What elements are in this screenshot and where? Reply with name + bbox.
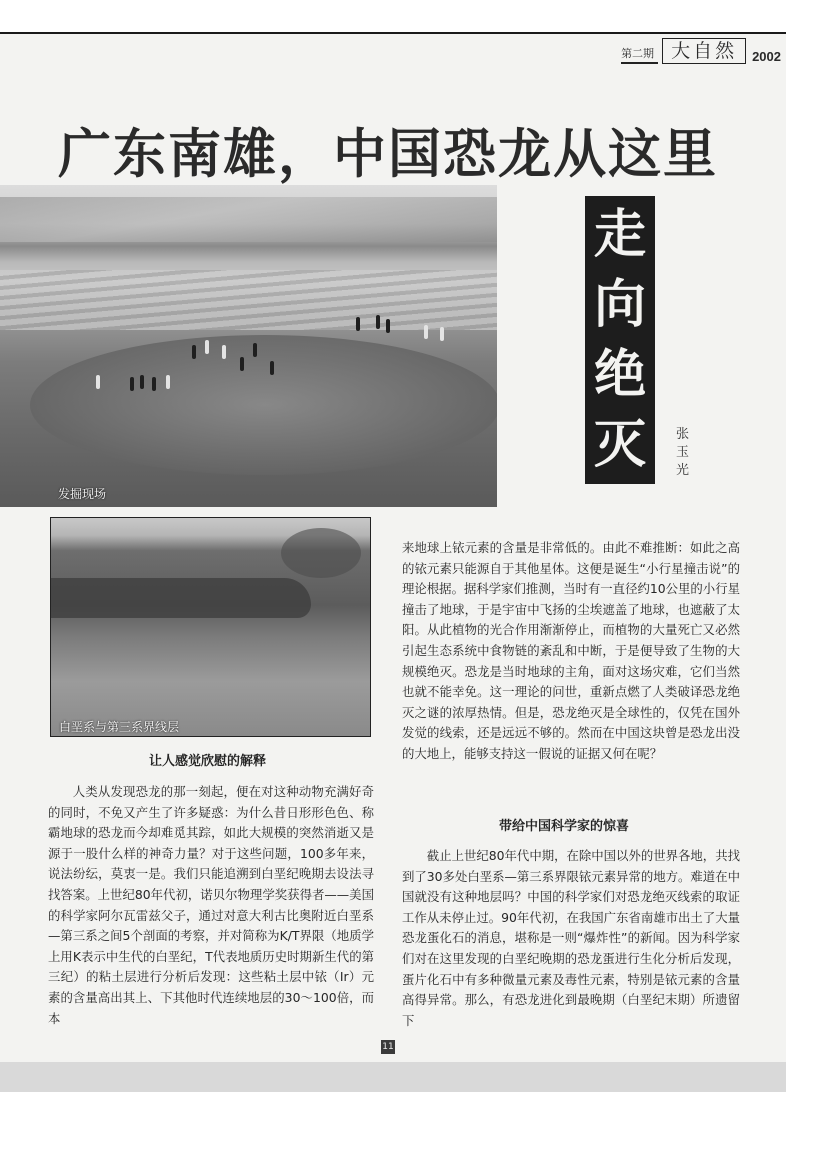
author-char: 张	[676, 427, 690, 442]
photo-person	[270, 361, 274, 375]
photo-person	[356, 317, 360, 331]
photo-person	[240, 357, 244, 371]
page-number: 11	[382, 1042, 394, 1052]
vertical-title-char: 灭	[593, 415, 646, 475]
photo-person	[192, 345, 196, 359]
right-column-text	[402, 538, 740, 765]
vertical-title-char: 走	[593, 205, 646, 265]
running-header	[621, 38, 781, 64]
photo-fields	[0, 270, 497, 330]
photo-caption: 发掘现场	[58, 487, 107, 501]
photo-person	[253, 343, 257, 357]
top-rule	[0, 32, 786, 34]
boundary-layer-photo	[50, 517, 371, 737]
photo-caption: 白垩系与第三系界线层	[59, 720, 180, 734]
photo-person	[386, 319, 390, 333]
photo-person	[166, 375, 170, 389]
photo-hills	[0, 197, 497, 242]
right-column-text	[402, 846, 740, 1031]
author-char: 玉	[676, 445, 690, 460]
bottom-margin-bar	[0, 1062, 786, 1092]
photo-person	[140, 375, 144, 389]
body-paragraph: 截止上世纪80年代中期，在除中国以外的世界各地，共找到了30多处白垩系—第三系界限铱元素异常的地方。难道在中国就没有这种地层吗？中国的科学家们对恐龙绝灭线索的取证工作从未停止过。90年代初，在我国广东省南雄市出土了大量恐龙蛋化石的消息，堪称是一则“爆炸性”的新闻。因为科学家们对在这里发现的白垩纪晚期的恐龙蛋进行生化分析后发现，蛋片化石中有多种微量元素及毒性元素，特别是铱元素的含量高得异常。那么，有恐龙进化到最晚期（白垩纪末期）所遗留下	[402, 848, 740, 1028]
photo-person	[96, 375, 100, 389]
body-paragraph: 人类从发现恐龙的那一刻起，便在对这种动物充满好奇的同时，不免又产生了许多疑惑：为什么昔日形形色色、称霸地球的恐龙而今却难觅其踪，如此大规模的突然消逝又是源于一股什么样的神奇力量？对于这些问题，100多年来，说法纷纭，莫衷一是。我们只能追溯到白垩纪晚期去设法寻找答案。上世纪80年代初，诺贝尔物理学奖获得者——美国的科学家阿尔瓦雷兹父子，通过对意大利古比奥附近白垩系—第三系之间5个剖面的考察，并对简称为K/T界限（地质学上用K表示中生代的白垩纪，T代表地质历史时期新生代的第三纪）的粘土层进行分析后发现：这些粘土层中铱（Ir）元素的含量高出其上、下其他时代连续地层的30～100倍，而本	[48, 784, 374, 1026]
vertical-title-block	[585, 196, 655, 484]
vertical-title-char: 绝	[593, 345, 646, 405]
photo-person	[205, 340, 209, 354]
excavation-site-photo	[0, 185, 497, 507]
section-heading: 让人感觉欣慰的解释	[149, 754, 267, 769]
photo-person	[440, 327, 444, 341]
issue-label: 第二期	[621, 45, 658, 64]
photo-person	[130, 377, 134, 391]
year-label: 2002	[752, 49, 781, 64]
photo-bush	[281, 528, 361, 578]
author-char: 光	[676, 463, 690, 478]
photo-person	[222, 345, 226, 359]
body-paragraph: 来地球上铱元素的含量是非常低的。由此不难推断：如此之高的铱元素只能源自于其他星体。这便是诞生“小行星撞击说”的理论根据。据科学家们推测，当时有一直径约10公里的小行星撞击了地球，于是宇宙中飞扬的尘埃遮盖了地球，也遮蔽了太阳。从此植物的光合作用渐渐停止，而植物的大量死亡又必然引起生态系统中食物链的紊乱和中断，于是便导致了生物的大规模绝灭。恐龙是当时地球的主角，面对这场灾难，它们当然也就不能幸免。这一理论的问世，重新点燃了人类破译恐龙绝灭之谜的浓厚热情。但是，恐龙绝灭是全球性的，仅凭在国外发觉的线索，还是远远不够的。然而在中国这块曾是恐龙出没的大地上，能够支持这一假说的证据又何在呢？	[402, 540, 740, 761]
author-byline	[676, 426, 692, 480]
section-heading: 带给中国科学家的惊喜	[499, 819, 630, 834]
left-column-text	[48, 782, 374, 1029]
photo-person	[152, 377, 156, 391]
vertical-title-char: 向	[593, 275, 646, 335]
photo-person	[424, 325, 428, 339]
magazine-name: 大自然	[662, 38, 746, 64]
photo-mound	[30, 335, 497, 475]
article-title: 广东南雄，中国恐龙从这里	[58, 124, 718, 185]
photo-person	[376, 315, 380, 329]
photo-strata	[51, 578, 311, 618]
